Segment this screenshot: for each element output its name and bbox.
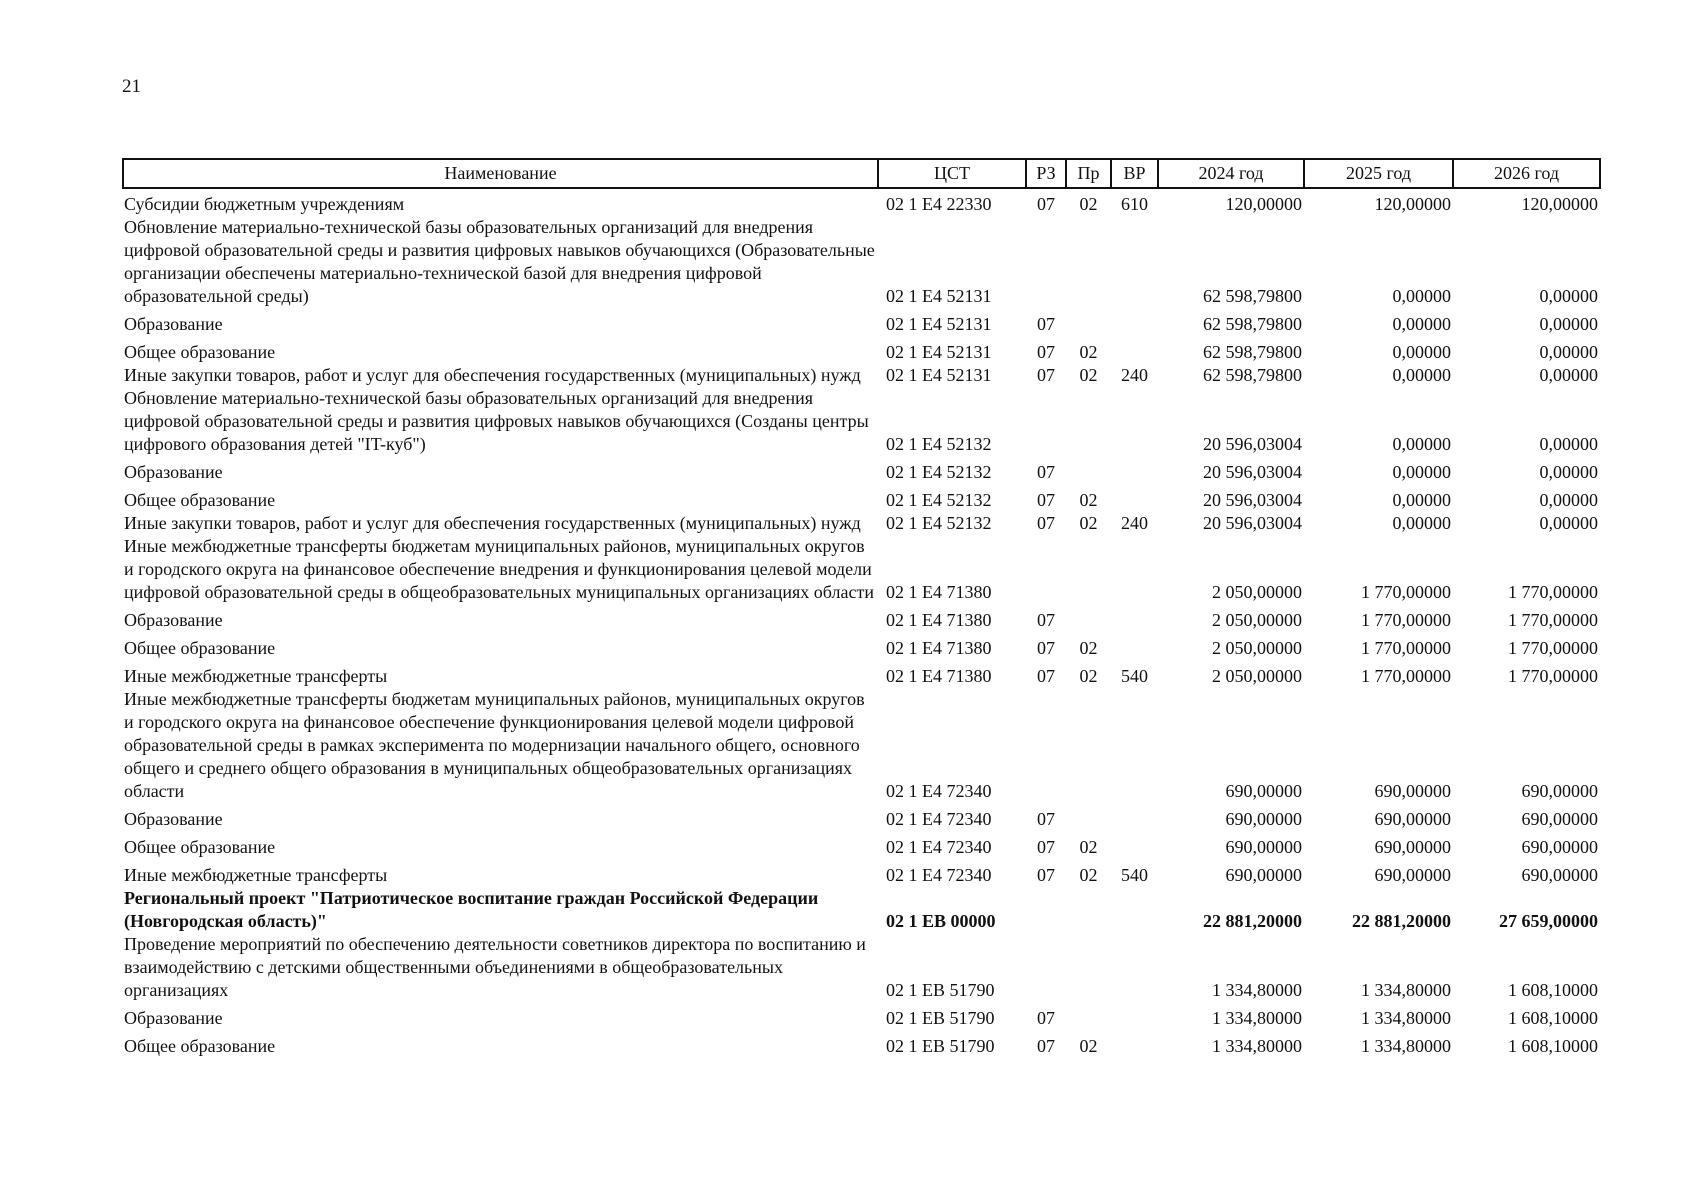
cell-vr	[1111, 484, 1158, 512]
cell-name: Образование	[124, 610, 223, 630]
cell-2024: 690,00000	[1225, 809, 1302, 829]
cell-2025: 0,00000	[1392, 314, 1451, 334]
cell-2024: 2 050,00000	[1212, 638, 1302, 658]
cell-vr	[1111, 604, 1158, 632]
cell-2026: 120,00000	[1521, 194, 1598, 214]
cell-pr: 02	[1079, 490, 1098, 510]
cell-vr	[1111, 831, 1158, 859]
table-row	[123, 308, 1600, 336]
table-row	[123, 688, 1600, 803]
budget-table	[122, 158, 1601, 1058]
cell-name: Иные закупки товаров, работ и услуг для обеспечения государственных (муниципальных) нужд	[124, 513, 861, 533]
cell-rz	[1026, 216, 1066, 308]
cell-name: Общее образование	[124, 837, 276, 857]
cell-pr	[1066, 216, 1111, 308]
cell-2024: 120,00000	[1225, 194, 1302, 214]
cell-2025: 0,00000	[1392, 490, 1451, 510]
cell-pr	[1066, 887, 1111, 933]
cell-2025: 0,00000	[1392, 286, 1451, 306]
cell-rz: 07	[1037, 809, 1055, 829]
table-row	[123, 803, 1600, 831]
cell-2024: 2 050,00000	[1212, 666, 1302, 686]
cell-2024: 62 598,79800	[1203, 286, 1302, 306]
cell-vr	[1111, 887, 1158, 933]
table-row	[123, 632, 1600, 660]
cell-2026: 0,00000	[1539, 286, 1598, 306]
table-row	[123, 193, 1600, 216]
cell-2026: 690,00000	[1521, 837, 1598, 857]
cell-2025: 690,00000	[1374, 781, 1451, 801]
table-row	[123, 216, 1600, 308]
cell-2025: 1 770,00000	[1361, 610, 1451, 630]
cell-2026: 0,00000	[1539, 462, 1598, 482]
cell-pr	[1066, 308, 1111, 336]
cell-cst: 02 1 ЕВ 00000	[886, 911, 996, 931]
cell-pr: 02	[1079, 194, 1098, 214]
cell-2026: 0,00000	[1539, 513, 1598, 533]
cell-2024: 20 596,03004	[1203, 490, 1302, 510]
cell-2025: 1 334,80000	[1361, 1036, 1451, 1056]
cell-cst: 02 1 Е4 52132	[886, 513, 992, 533]
cell-name: Проведение мероприятий по обеспечению деятельности советников директора по воспитанию и взаимодействию с детскими общественными объединениями в общеобразовательных организациях	[124, 934, 866, 1000]
cell-pr	[1066, 803, 1111, 831]
cell-rz: 07	[1037, 1036, 1055, 1056]
cell-2026: 0,00000	[1539, 365, 1598, 385]
cell-2025: 1 770,00000	[1361, 638, 1451, 658]
cell-2026: 690,00000	[1521, 809, 1598, 829]
cell-2024: 690,00000	[1225, 781, 1302, 801]
cell-cst: 02 1 Е4 52131	[886, 314, 992, 334]
cell-name: Образование	[124, 1008, 223, 1028]
cell-2025: 22 881,20000	[1352, 911, 1451, 931]
page-number: 21	[122, 76, 141, 97]
cell-pr	[1066, 604, 1111, 632]
cell-name: Иные межбюджетные трансферты бюджетам муниципальных районов, муниципальных округов и городского округа на финансовое обеспечение функционирования целевой модели цифровой образовательной среды в рамках эксперимента по модернизации начального общего, основного общего и среднего общего образования в муниципальных общеобразовательных организациях области	[124, 689, 865, 801]
cell-pr: 02	[1079, 638, 1098, 658]
cell-rz: 07	[1037, 1008, 1055, 1028]
header-cst: ЦСТ	[878, 159, 1026, 188]
cell-2026: 1 608,10000	[1508, 1036, 1598, 1056]
cell-2025: 690,00000	[1374, 809, 1451, 829]
cell-2024: 2 050,00000	[1212, 582, 1302, 602]
cell-2024: 62 598,79800	[1203, 365, 1302, 385]
cell-cst: 02 1 Е4 72340	[886, 837, 992, 857]
cell-pr: 02	[1079, 1036, 1098, 1056]
cell-pr: 02	[1079, 342, 1098, 362]
cell-rz: 07	[1037, 365, 1055, 385]
cell-vr	[1111, 688, 1158, 803]
cell-cst: 02 1 ЕВ 51790	[886, 980, 995, 1000]
cell-2024: 62 598,79800	[1203, 314, 1302, 334]
cell-2026: 27 659,00000	[1499, 911, 1598, 931]
cell-cst: 02 1 Е4 72340	[886, 809, 992, 829]
cell-name: Общее образование	[124, 490, 276, 510]
cell-name: Региональный проект "Патриотическое воспитание граждан Российской Федерации (Новгородская область)"	[124, 888, 819, 931]
cell-name: Обновление материально-технической базы образовательных организаций для внедрения цифровой образовательной среды и развития цифровых навыков обучающихся (Созданы центры цифрового образования детей "IT-куб")	[124, 388, 869, 454]
cell-2025: 1 770,00000	[1361, 582, 1451, 602]
table-body	[123, 188, 1600, 1058]
cell-rz: 07	[1037, 513, 1055, 533]
cell-2024: 22 881,20000	[1203, 911, 1302, 931]
table-row	[123, 1002, 1600, 1030]
cell-2024: 2 050,00000	[1212, 610, 1302, 630]
table-row	[123, 387, 1600, 456]
header-pr: Пр	[1066, 159, 1111, 188]
cell-rz: 07	[1037, 610, 1055, 630]
cell-vr: 240	[1121, 365, 1148, 385]
cell-name: Иные межбюджетные трансферты	[124, 666, 388, 686]
cell-cst: 02 1 Е4 22330	[886, 194, 992, 214]
cell-2024: 1 334,80000	[1212, 1008, 1302, 1028]
cell-rz: 07	[1037, 342, 1055, 362]
cell-vr	[1111, 387, 1158, 456]
cell-2025: 1 334,80000	[1361, 980, 1451, 1000]
cell-2026: 0,00000	[1539, 314, 1598, 334]
cell-name: Образование	[124, 314, 223, 334]
table-row	[123, 484, 1600, 512]
cell-rz: 07	[1037, 194, 1055, 214]
cell-pr	[1066, 1002, 1111, 1030]
cell-2025: 1 770,00000	[1361, 666, 1451, 686]
cell-cst: 02 1 Е4 52131	[886, 342, 992, 362]
cell-2026: 690,00000	[1521, 781, 1598, 801]
cell-vr	[1111, 535, 1158, 604]
cell-2025: 690,00000	[1374, 837, 1451, 857]
cell-rz: 07	[1037, 314, 1055, 334]
cell-2025: 1 334,80000	[1361, 1008, 1451, 1028]
cell-2024: 20 596,03004	[1203, 462, 1302, 482]
table-row	[123, 660, 1600, 688]
cell-name: Иные межбюджетные трансферты	[124, 865, 388, 885]
cell-vr: 610	[1121, 194, 1148, 214]
cell-cst: 02 1 Е4 71380	[886, 610, 992, 630]
cell-2026: 1 770,00000	[1508, 582, 1598, 602]
cell-2026: 1 608,10000	[1508, 1008, 1598, 1028]
cell-rz: 07	[1037, 865, 1055, 885]
cell-cst: 02 1 ЕВ 51790	[886, 1036, 995, 1056]
cell-2025: 120,00000	[1374, 194, 1451, 214]
cell-vr	[1111, 456, 1158, 484]
cell-2025: 0,00000	[1392, 342, 1451, 362]
cell-rz: 07	[1037, 490, 1055, 510]
cell-vr	[1111, 308, 1158, 336]
cell-2025: 0,00000	[1392, 365, 1451, 385]
table-row	[123, 1030, 1600, 1058]
header-rz: РЗ	[1026, 159, 1066, 188]
cell-vr	[1111, 1030, 1158, 1058]
table-row	[123, 364, 1600, 387]
header-2026: 2026 год	[1453, 159, 1600, 188]
cell-2025: 0,00000	[1392, 462, 1451, 482]
cell-cst: 02 1 Е4 71380	[886, 638, 992, 658]
table-row	[123, 887, 1600, 933]
header-name: Наименование	[123, 159, 878, 188]
header-2024: 2024 год	[1158, 159, 1304, 188]
cell-vr	[1111, 803, 1158, 831]
cell-rz	[1026, 387, 1066, 456]
cell-rz: 07	[1037, 462, 1055, 482]
table-row	[123, 456, 1600, 484]
cell-vr	[1111, 933, 1158, 1002]
cell-name: Иные закупки товаров, работ и услуг для обеспечения государственных (муниципальных) нужд	[124, 365, 861, 385]
cell-vr	[1111, 336, 1158, 364]
cell-2025: 0,00000	[1392, 513, 1451, 533]
cell-vr: 540	[1121, 865, 1148, 885]
cell-pr	[1066, 387, 1111, 456]
cell-name: Общее образование	[124, 1036, 276, 1056]
cell-pr	[1066, 456, 1111, 484]
cell-name: Образование	[124, 462, 223, 482]
cell-2026: 0,00000	[1539, 490, 1598, 510]
cell-rz: 07	[1037, 638, 1055, 658]
cell-pr: 02	[1079, 837, 1098, 857]
cell-cst: 02 1 Е4 52131	[886, 286, 992, 306]
cell-pr: 02	[1079, 865, 1098, 885]
cell-cst: 02 1 Е4 71380	[886, 666, 992, 686]
cell-name: Субсидии бюджетным учреждениям	[124, 194, 405, 214]
cell-cst: 02 1 Е4 52132	[886, 434, 992, 454]
cell-cst: 02 1 Е4 72340	[886, 781, 992, 801]
cell-2024: 690,00000	[1225, 837, 1302, 857]
header-2025: 2025 год	[1304, 159, 1453, 188]
table-header	[123, 159, 1600, 188]
cell-vr	[1111, 632, 1158, 660]
cell-2024: 20 596,03004	[1203, 513, 1302, 533]
cell-name: Общее образование	[124, 342, 276, 362]
cell-cst: 02 1 ЕВ 51790	[886, 1008, 995, 1028]
cell-2024: 1 334,80000	[1212, 1036, 1302, 1056]
cell-name: Иные межбюджетные трансферты бюджетам муниципальных районов, муниципальных округов и городского округа на финансовое обеспечение внедрения и функционирования целевой модели цифровой образовательной среды в общеобразовательных муниципальных организациях области	[124, 536, 874, 602]
table-row	[123, 604, 1600, 632]
cell-2024: 20 596,03004	[1203, 434, 1302, 454]
cell-pr: 02	[1079, 666, 1098, 686]
cell-vr	[1111, 1002, 1158, 1030]
cell-2026: 1 770,00000	[1508, 638, 1598, 658]
cell-2024: 1 334,80000	[1212, 980, 1302, 1000]
header-vr: ВР	[1111, 159, 1158, 188]
cell-cst: 02 1 Е4 52132	[886, 490, 992, 510]
cell-2026: 1 608,10000	[1508, 980, 1598, 1000]
table-row	[123, 859, 1600, 887]
cell-pr	[1066, 933, 1111, 1002]
cell-vr: 540	[1121, 666, 1148, 686]
cell-pr	[1066, 535, 1111, 604]
cell-2026: 0,00000	[1539, 342, 1598, 362]
cell-rz	[1026, 887, 1066, 933]
cell-rz	[1026, 535, 1066, 604]
cell-rz: 07	[1037, 666, 1055, 686]
table-row	[123, 336, 1600, 364]
cell-vr: 240	[1121, 513, 1148, 533]
cell-name: Общее образование	[124, 638, 276, 658]
cell-cst: 02 1 Е4 71380	[886, 582, 992, 602]
table-row	[123, 535, 1600, 604]
cell-cst: 02 1 Е4 72340	[886, 865, 992, 885]
cell-2024: 690,00000	[1225, 865, 1302, 885]
cell-2026: 1 770,00000	[1508, 610, 1598, 630]
cell-2026: 690,00000	[1521, 865, 1598, 885]
cell-rz: 07	[1037, 837, 1055, 857]
cell-rz	[1026, 933, 1066, 1002]
cell-2024: 62 598,79800	[1203, 342, 1302, 362]
cell-name: Образование	[124, 809, 223, 829]
cell-2026: 1 770,00000	[1508, 666, 1598, 686]
cell-2026: 0,00000	[1539, 434, 1598, 454]
cell-cst: 02 1 Е4 52131	[886, 365, 992, 385]
cell-name: Обновление материально-технической базы образовательных организаций для внедрения цифровой образовательной среды и развития цифровых навыков обучающихся (Образовательные организации обеспечены материально-технической базой для внедрения цифровой образовательной среды)	[124, 217, 875, 306]
table-row	[123, 512, 1600, 535]
cell-pr	[1066, 688, 1111, 803]
table-row	[123, 933, 1600, 1002]
cell-vr	[1111, 216, 1158, 308]
cell-cst: 02 1 Е4 52132	[886, 462, 992, 482]
cell-2025: 690,00000	[1374, 865, 1451, 885]
cell-pr: 02	[1079, 513, 1098, 533]
cell-2025: 0,00000	[1392, 434, 1451, 454]
cell-rz	[1026, 688, 1066, 803]
table-row	[123, 831, 1600, 859]
cell-pr: 02	[1079, 365, 1098, 385]
